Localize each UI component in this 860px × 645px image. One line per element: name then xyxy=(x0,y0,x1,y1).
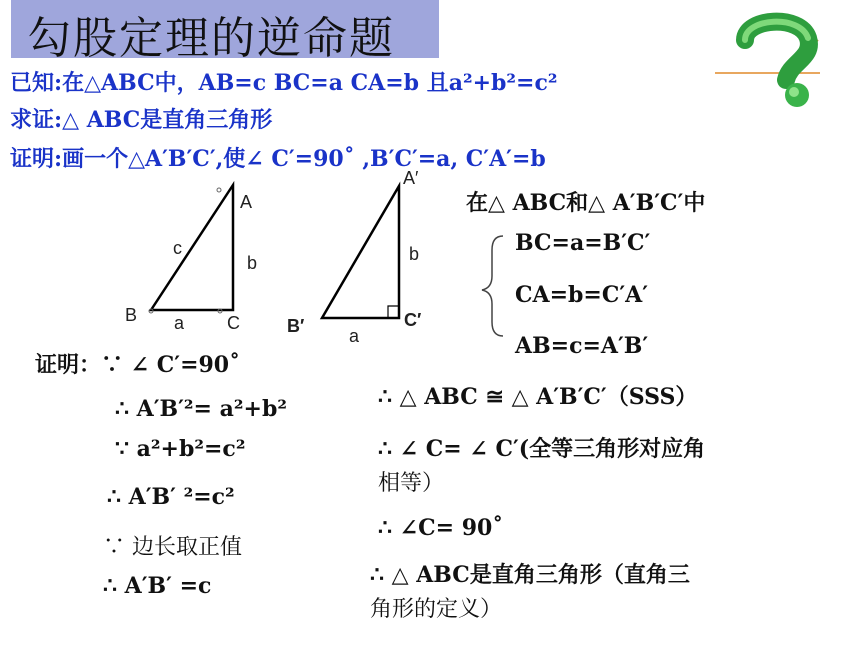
compare-heading: 在△ ABC和△ A′B′C′中 xyxy=(466,190,706,216)
triangle-a-prime xyxy=(322,186,399,318)
left-proof-step-6: ∴ A′B′ =c xyxy=(103,573,212,599)
question-mark-logo xyxy=(715,22,820,107)
construct-line: 证明:画一个△A′B′C′,使∠ C′=90˚ ,B′C′=a, C′A′=b xyxy=(10,146,546,172)
left-proof-step-3: ∵ a²+b²=c² xyxy=(115,436,246,462)
vertex-a-label: A xyxy=(240,192,253,212)
left-proof-step-5: ∵ 边长取正值 xyxy=(103,535,242,560)
page-title: 勾股定理的逆命题 xyxy=(27,13,395,64)
left-proof-step-2: ∴ A′B′²= a²+b² xyxy=(115,396,287,422)
condition-bc: BC=a=B′C′ xyxy=(515,230,651,256)
given-line: 已知:在△ABC中，AB=c BC=a CA=b 且a²+b²=c² xyxy=(10,70,558,96)
condition-ca: CA=b=C′A′ xyxy=(515,282,649,308)
side-a-label: a xyxy=(174,313,185,333)
brace xyxy=(482,236,503,336)
vertex-b-label: B xyxy=(125,305,138,325)
vertex-b-prime-label: B′ xyxy=(287,316,305,336)
condition-ab: AB=c=A′B′ xyxy=(515,333,649,359)
side-b-prime-label: b xyxy=(409,244,420,264)
right-proof-step-4a: ∴ △ ABC是直角三角形（直角三 xyxy=(370,562,690,588)
vertex-c-label: C xyxy=(227,313,240,333)
right-proof-step-4b: 角形的定义） xyxy=(370,597,503,622)
vertex-c-prime-label: C′ xyxy=(404,310,422,330)
side-a-prime-label: a xyxy=(349,326,360,346)
left-proof-step-4: ∴ A′B′ ²=c² xyxy=(107,484,235,510)
right-proof-step-1: ∴ △ ABC ≅ △ A′B′C′（SSS） xyxy=(378,384,698,410)
right-proof-step-2a: ∴ ∠ C= ∠ C′(全等三角形对应角 xyxy=(378,436,706,462)
left-proof-step-1: 证明：∵ ∠ C′=90˚ xyxy=(35,352,241,378)
triangle-abc xyxy=(149,185,233,313)
right-proof-step-2b: 相等） xyxy=(378,471,445,496)
prove-line: 求证:△ ABC是直角三角形 xyxy=(10,107,273,133)
side-b-label: b xyxy=(247,253,258,273)
side-c-label: c xyxy=(173,238,182,258)
right-proof-step-3: ∴ ∠C= 90˚ xyxy=(378,515,504,541)
vertex-a-prime-label: A′ xyxy=(403,168,419,188)
